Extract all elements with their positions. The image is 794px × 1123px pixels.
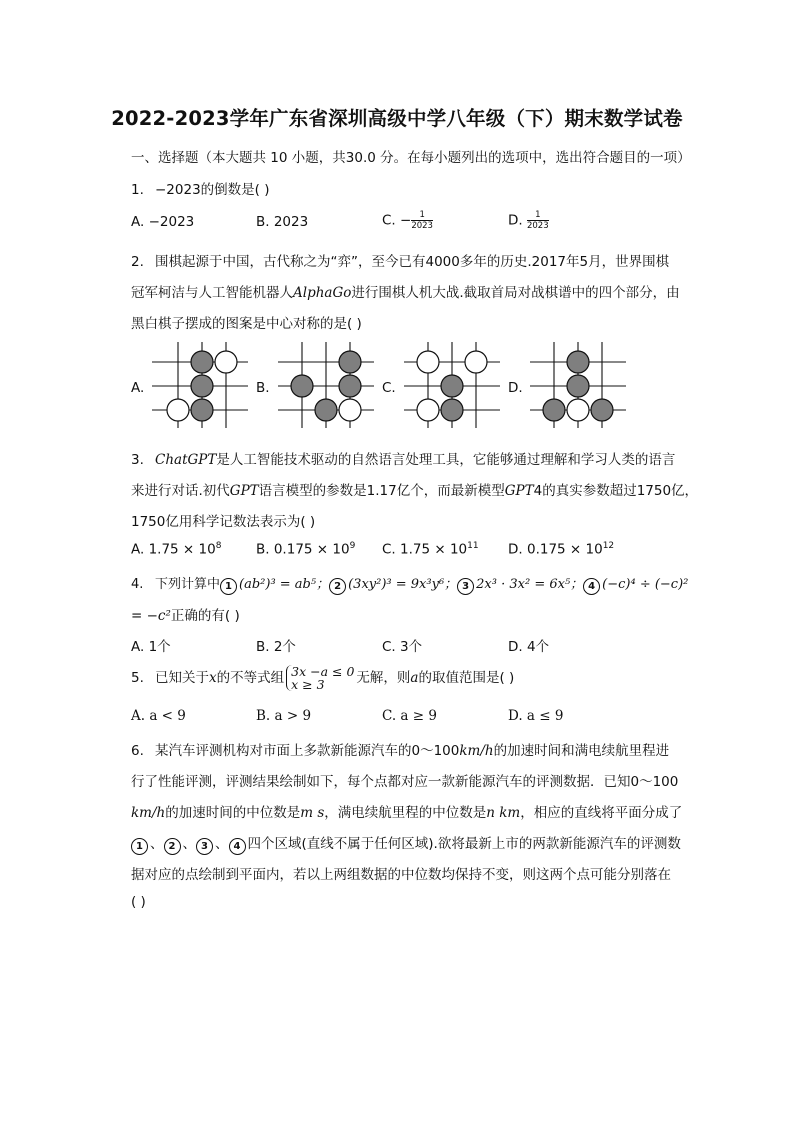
exponent: 9	[349, 541, 356, 551]
white-stone	[417, 399, 439, 421]
white-stone	[339, 399, 361, 421]
board-c-label: C.	[382, 380, 396, 396]
question-text: 的加速时间和满电续航里程进	[493, 743, 670, 759]
question-number: 1.	[131, 182, 144, 198]
black-stone	[191, 351, 213, 373]
black-stone	[339, 375, 361, 397]
black-stone	[191, 399, 213, 421]
math-expression: (−c)⁴ ÷ (−c)²	[602, 577, 689, 592]
math-term: AlphaGo	[293, 285, 352, 301]
fraction-numerator: 1	[411, 210, 433, 221]
question-3-line-2	[131, 479, 698, 499]
question-text: ，满电续航里程的中位数是	[324, 805, 487, 821]
section-heading: 一、选择题（本大题共 10 小题，共30.0 分。在每小题列出的选项中，选出符合题目的一项）	[131, 150, 691, 166]
question-2-line-3: 黑白棋子摆成的图案是中心对称的是( )	[131, 316, 362, 332]
question-6-line-4: 1 、 2 、 3 、 4 四个区域(直线不属于任何区域).欲将最新上市的两款新能源汽车的评测数	[131, 832, 681, 855]
question-number: 3.	[131, 452, 144, 468]
question-text: 进行围棋人机大战.截取首局对战棋谱中的四个部分，由	[351, 285, 680, 301]
board-d-label: D.	[508, 380, 523, 396]
go-board-a	[148, 340, 252, 430]
circled-number-marker: 1	[220, 578, 237, 595]
math-expression: (3xy²)³ = 9x³y⁶；	[348, 577, 458, 592]
board-a-label: A.	[131, 380, 145, 396]
white-stone	[465, 351, 487, 373]
go-board-b	[274, 340, 378, 430]
question-number: 5.	[131, 670, 144, 686]
inequality-1: 3x −a ≤ 0	[291, 664, 355, 679]
q3-option-b	[256, 541, 355, 558]
exponent: 11	[467, 541, 479, 551]
option-label: C. −	[382, 212, 412, 229]
q3-option-d	[508, 541, 614, 558]
black-stone	[315, 399, 337, 421]
question-6-line-6: ( )	[131, 894, 146, 910]
black-stone	[567, 351, 589, 373]
question-text: 正确的有( )	[170, 608, 240, 624]
q4-option-b: B. 2个	[256, 639, 296, 655]
question-text: 的加速时间的中位数是	[165, 805, 301, 821]
math-term: GPT	[229, 483, 259, 499]
go-board-c	[400, 340, 504, 430]
circled-number-marker: 4	[229, 838, 246, 855]
fraction-denominator: 2023	[526, 221, 549, 231]
question-text: 的取值范围是( )	[418, 670, 515, 686]
q5-option-a: A. a < 9	[131, 708, 186, 724]
circled-number-marker: 2	[329, 578, 346, 595]
question-stem: −2023的倒数是( )	[155, 182, 270, 198]
question-text: ，相应的直线将平面分成了	[520, 805, 683, 821]
option-label: B. 0.175 × 10	[256, 541, 350, 558]
question-2-line-2	[131, 281, 680, 301]
exponent: 8	[215, 541, 222, 551]
question-text: 4的真实参数超过1750亿，	[533, 483, 699, 499]
exponent: 12	[602, 541, 615, 551]
inequality-system	[286, 665, 354, 691]
question-number: 2.	[131, 254, 144, 270]
white-stone	[215, 351, 237, 373]
question-3-line-3: 1750亿用科学记数法表示为( )	[131, 514, 316, 530]
option-label: D.	[508, 212, 527, 229]
math-unit: km/h	[459, 743, 494, 759]
white-stone	[167, 399, 189, 421]
white-stone	[567, 399, 589, 421]
fraction	[527, 210, 549, 231]
q5-option-b: B. a > 9	[256, 708, 312, 724]
q1-option-c	[382, 210, 433, 231]
circled-number-marker: 3	[457, 578, 474, 595]
go-board-d	[526, 340, 630, 430]
question-6-line-5: 据对应的点绘制到平面内，若以上两组数据的中位数均保持不变，则这两个点可能分别落在	[131, 867, 671, 883]
question-1	[131, 178, 270, 198]
math-expression: 2x³ · 3x² = 6x⁵；	[476, 577, 584, 592]
circled-number-marker: 2	[164, 838, 181, 855]
question-6-line-3	[131, 801, 682, 821]
black-stone	[441, 399, 463, 421]
question-4-line-2	[131, 604, 240, 624]
page-title: 2022-2023学年广东省深圳高级中学八年级（下）期末数学试卷	[111, 107, 683, 130]
q5-option-c: C. a ≥ 9	[382, 708, 437, 724]
question-number: 6.	[131, 743, 144, 759]
black-stone	[339, 351, 361, 373]
math-term: n km	[486, 805, 521, 821]
math-term: m s	[300, 805, 325, 821]
math-term: GPT	[504, 483, 534, 499]
math-variable: x	[209, 670, 217, 686]
question-2-line-1	[131, 250, 669, 270]
option-label: C. 1.75 × 10	[382, 541, 468, 558]
question-text: 的不等式组	[216, 670, 285, 686]
question-text: 围棋起源于中国，古代称之为“弈”，至今已有4000多年的历史.2017年5月，世界围棋	[155, 254, 670, 270]
question-text: 冠军柯洁与人工智能机器人	[131, 285, 293, 301]
math-expression: = −c²	[131, 608, 171, 624]
q4-option-d: D. 4个	[508, 639, 550, 655]
question-4-line-1	[131, 573, 688, 595]
q1-option-b: B. 2023	[256, 214, 309, 230]
question-text: 语言模型的参数是1.17亿个，而最新模型	[258, 483, 505, 499]
q3-option-a	[131, 541, 221, 558]
black-stone	[543, 399, 565, 421]
question-text: 无解，则	[356, 670, 411, 686]
math-variable: a	[410, 670, 419, 686]
question-text: 是人工智能技术驱动的自然语言处理工具，它能够通过理解和学习人类的语言	[216, 452, 676, 468]
q3-option-c	[382, 541, 479, 558]
black-stone	[191, 375, 213, 397]
board-b-label: B.	[256, 380, 270, 396]
circled-number-marker: 3	[196, 838, 213, 855]
math-unit: km/h	[131, 805, 166, 821]
black-stone	[291, 375, 313, 397]
question-text: 四个区域(直线不属于任何区域).欲将最新上市的两款新能源汽车的评测数	[247, 836, 681, 852]
question-text: 某汽车评测机构对市面上多款新能源汽车的0～100	[155, 743, 460, 759]
option-label: A. 1.75 × 10	[131, 541, 216, 558]
q4-option-c: C. 3个	[382, 639, 423, 655]
question-5	[131, 665, 514, 691]
question-3-line-1	[131, 448, 675, 468]
black-stone	[591, 399, 613, 421]
question-text: 已知关于	[155, 670, 209, 686]
question-number: 4.	[131, 577, 144, 592]
question-text: 来进行对话.初代	[131, 483, 230, 499]
inequality-2: x ≥ 3	[291, 677, 325, 692]
question-6-line-1	[131, 739, 669, 759]
white-stone	[417, 351, 439, 373]
fraction-numerator: 1	[527, 210, 549, 221]
question-6-line-2: 行了性能评测，评测结果绘制如下，每个点都对应一款新能源汽车的评测数据．已知0～100	[131, 774, 679, 790]
q1-option-a: A. −2023	[131, 214, 195, 230]
circled-number-marker: 4	[583, 578, 600, 595]
circled-number-marker: 1	[131, 838, 148, 855]
fraction	[411, 210, 433, 231]
option-label: D. 0.175 × 10	[508, 541, 603, 558]
black-stone	[441, 375, 463, 397]
q4-option-a: A. 1个	[131, 639, 171, 655]
question-text: 下列计算中	[155, 577, 221, 592]
math-term: ChatGPT	[155, 452, 217, 468]
q1-option-d	[508, 210, 549, 231]
fraction-denominator: 2023	[411, 221, 433, 231]
black-stone	[567, 375, 589, 397]
q5-option-d: D. a ≤ 9	[508, 708, 564, 724]
math-expression: (ab²)³ = ab⁵；	[239, 577, 330, 592]
